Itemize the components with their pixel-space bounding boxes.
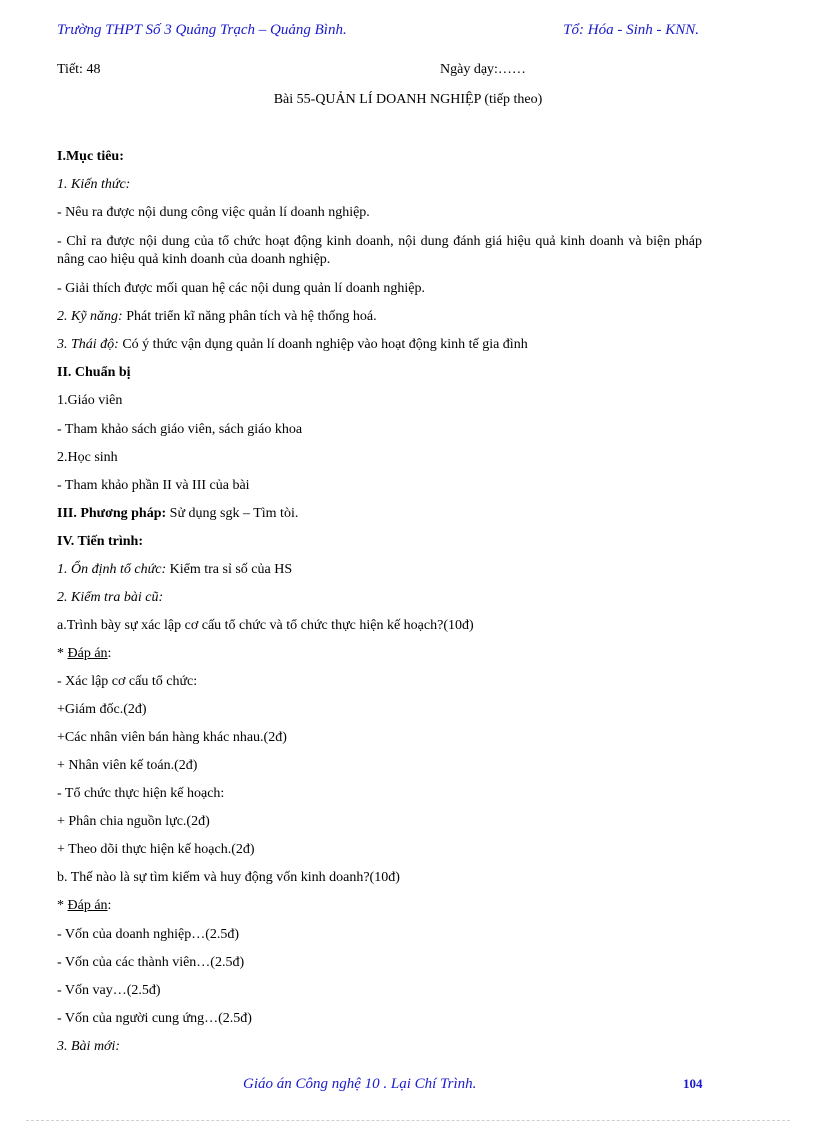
stabilize-text: Kiểm tra sỉ số của HS (166, 562, 293, 577)
skills-label: 2. Kỹ năng: (57, 309, 123, 324)
answer-item: +Giám đốc.(2đ) (57, 702, 147, 717)
method-label: III. Phương pháp: (57, 506, 167, 521)
footer-text: Giáo án Công nghệ 10 . Lại Chí Trình. (243, 1076, 477, 1092)
stabilize-line (57, 561, 702, 579)
page-divider (26, 1120, 790, 1121)
student-item: - Tham khảo phần II và III của bài (57, 478, 250, 493)
answer-item: + Theo dõi thực hiện kế hoạch.(2đ) (57, 842, 255, 857)
attitude-line (57, 336, 702, 354)
review-heading: 2. Kiểm tra bài cũ: (57, 590, 164, 605)
skills-text: Phát triển kĩ năng phân tích và hệ thống hoá. (122, 309, 377, 324)
lesson-period: Tiết: 48 (57, 62, 101, 77)
question-b: b. Thế nào là sự tìm kiếm và huy động vốn kinh doanh?(10đ) (57, 870, 400, 885)
question-a: a.Trình bày sự xác lập cơ cấu tổ chức và tổ chức thực hiện kế hoạch?(10đ) (57, 618, 474, 633)
preparation-heading: II. Chuẩn bị (57, 365, 131, 380)
page-footer (0, 1076, 816, 1096)
knowledge-item: - Chỉ ra được nội dung của tổ chức hoạt động kinh doanh, nội dung đánh giá hiệu quả kinh doanh và biện pháp nâng cao hiệu quả kinh doanh của doanh nghiệp. (57, 234, 702, 267)
stabilize-label: 1. Ổn định tổ chức: (57, 562, 167, 577)
teacher-item: - Tham khảo sách giáo viên, sách giáo khoa (57, 422, 303, 437)
objectives-heading: I.Mục tiêu: (57, 149, 124, 164)
attitude-text: Có ý thức vận dụng quản lí doanh nghiệp vào hoạt động kinh tế gia đình (118, 337, 528, 352)
answer-a-heading: * Đáp án: (57, 646, 112, 661)
knowledge-item: - Giải thích được mối quan hệ các nội dung quản lí doanh nghiệp. (57, 281, 426, 296)
page-title: Bài 55-QUẢN LÍ DOANH NGHIỆP (tiếp theo) (273, 92, 543, 107)
answer-item: + Phân chia nguồn lực.(2đ) (57, 814, 210, 829)
method-text: Sử dụng sgk – Tìm tòi. (166, 506, 299, 521)
knowledge-item: - Nêu ra được nội dung công việc quản lí doanh nghiệp. (57, 205, 370, 220)
answer-label: Đáp án (67, 898, 108, 913)
knowledge-heading: 1. Kiến thức: (57, 177, 131, 192)
school-name: Trường THPT Số 3 Quảng Trạch – Quảng Bình. (57, 22, 347, 38)
answer-item: - Xác lập cơ cấu tổ chức: (57, 674, 198, 689)
student-heading: 2.Học sinh (57, 450, 118, 465)
answer-item: - Vốn của người cung ứng…(2.5đ) (57, 1011, 252, 1026)
answer-item: - Vốn của các thành viên…(2.5đ) (57, 955, 245, 970)
process-heading: IV. Tiến trình: (57, 534, 143, 549)
teaching-date: Ngày dạy:…… (440, 62, 526, 77)
page-header (57, 22, 699, 42)
page-number: 104 (683, 1076, 703, 1091)
department-name: Tổ: Hóa - Sinh - KNN. (563, 22, 699, 38)
answer-item: - Tổ chức thực hiện kế hoạch: (57, 786, 225, 801)
answer-item: - Vốn của doanh nghiệp…(2.5đ) (57, 927, 240, 942)
attitude-label: 3. Thái độ: (57, 337, 119, 352)
teacher-heading: 1.Giáo viên (57, 393, 123, 408)
skills-line (57, 308, 702, 326)
answer-item: - Vốn vay…(2.5đ) (57, 983, 161, 998)
answer-item: + Nhân viên kế toán.(2đ) (57, 758, 198, 773)
answer-label: Đáp án (67, 646, 108, 661)
answer-item: +Các nhân viên bán hàng khác nhau.(2đ) (57, 730, 287, 745)
method-line (57, 505, 702, 523)
answer-b-heading: * Đáp án: (57, 898, 112, 913)
new-lesson-heading: 3. Bài mới: (57, 1039, 121, 1054)
